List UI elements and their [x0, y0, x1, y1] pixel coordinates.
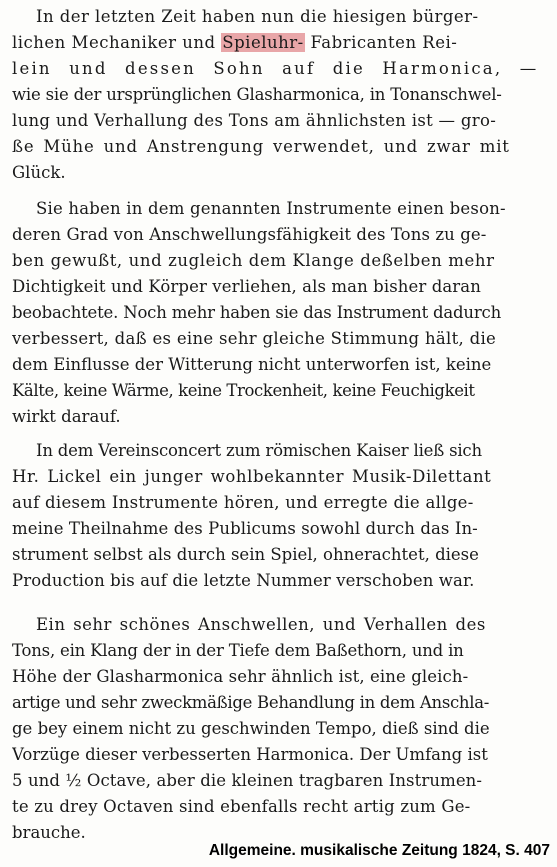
text-line: lein und dessen Sohn auf die Harmonica, —: [12, 59, 539, 78]
paragraph-2: [12, 196, 552, 430]
text-line: ße Mühe und Anstrengung verwendet, und zwar mit: [12, 137, 510, 156]
text-line: Hr. Lickel ein junger wohlbekannter Musik-Dilettant: [12, 467, 492, 486]
text-line: 5 und ½ Octave, aber die kleinen tragbaren Instrumen-: [12, 771, 483, 790]
paragraph-4: [12, 612, 552, 846]
source-caption: Allgemeine. musikalische Zeitung 1824, S. 407: [208, 842, 550, 859]
text-line: [12, 30, 552, 56]
text-line: Vorzüge dieser verbesserten Harmonica. Der Umfang ist: [12, 745, 488, 764]
text-line: wirkt darauf.: [12, 407, 121, 426]
paragraph-1: [12, 4, 552, 186]
text-line: beobachtete. Noch mehr haben sie das Instrument dadurch: [12, 303, 502, 322]
text-line: wie sie der ursprünglichen Glasharmonica, in Tonanschwel-: [12, 85, 502, 104]
text-line: deren Grad von Anschwellungsfähigkeit des Tons zu ge-: [12, 225, 487, 244]
text-line: Sie haben in dem genannten Instrumente einen beson-: [36, 199, 506, 218]
text-line: Ein sehr schönes Anschwellen, und Verhallen des: [36, 615, 486, 634]
text-line: brauche.: [12, 823, 86, 842]
highlighted-word: Spieluhr-: [222, 33, 304, 52]
paragraph-3: [12, 438, 552, 594]
text-line: ge bey einem nicht zu geschwinden Tempo, dieß sind die: [12, 719, 490, 738]
text-line: lung und Verhallung des Tons am ähnlichsten ist — gro-: [12, 111, 497, 130]
text-fragment: Fabricanten Rei-: [304, 33, 458, 52]
text-line: Glück.: [12, 163, 66, 182]
text-line: meine Theilnahme des Publicums sowohl durch das In-: [12, 519, 478, 538]
text-line: Höhe der Glasharmonica sehr ähnlich ist, eine gleich-: [12, 667, 469, 686]
text-line: Kälte, keine Wärme, keine Trockenheit, keine Feuchigkeit: [12, 381, 475, 400]
text-line: ben gewußt, und zugleich dem Klange deßelben mehr: [12, 251, 495, 270]
text-line: artige und sehr zweckmäßige Behandlung in dem Anschla-: [12, 693, 490, 712]
text-line: In dem Vereinsconcert zum römischen Kaiser ließ sich: [36, 441, 482, 460]
text-fragment: lichen Mechaniker und: [12, 33, 222, 52]
text-line: auf diesem Instrumente hören, und erregte die allge-: [12, 493, 474, 512]
text-line: verbessert, daß es eine sehr gleiche Stimmung hält, die: [12, 329, 497, 348]
text-line: te zu drey Octaven sind ebenfalls recht artig zum Ge-: [12, 797, 471, 816]
text-line: Production bis auf die letzte Nummer verschoben war.: [12, 571, 475, 590]
text-line: In der letzten Zeit haben nun die hiesigen bürger-: [36, 7, 479, 26]
text-line: dem Einflusse der Witterung nicht unterworfen ist, keine: [12, 355, 492, 374]
text-line: Tons, ein Klang der in der Tiefe dem Baßethorn, und in: [12, 641, 464, 660]
text-line: Dichtigkeit und Körper verliehen, als man bisher daran: [12, 277, 481, 296]
text-line: strument selbst als durch sein Spiel, ohnerachtet, diese: [12, 545, 479, 564]
